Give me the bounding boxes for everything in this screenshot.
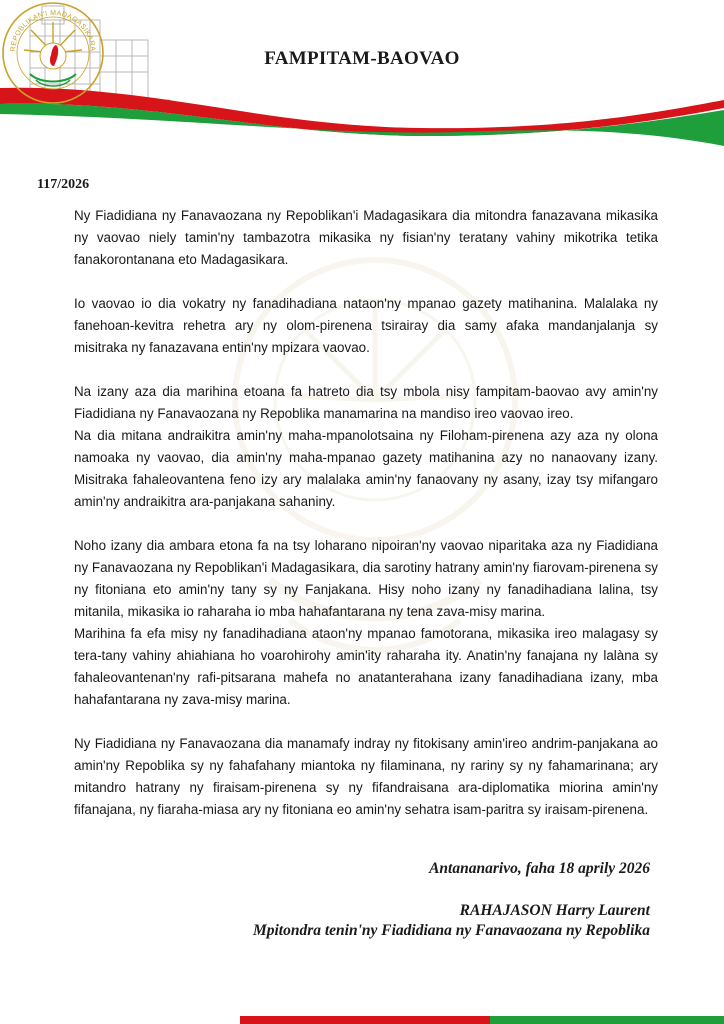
paragraph: Ny Fiadidiana ny Fanavaozana ny Repoblikan'i Madagasikara dia mitondra fanazavana mikasika ny vaovao niely tamin'ny tambazotra mikasika ny fisian'ny teratany vahiny mikotrika tetika fanakorontanana eto Madagasikara. [74, 208, 658, 267]
svg-text:REPOBLIKAN'I MADAGASIKARA: REPOBLIKAN'I MADAGASIKARA [9, 9, 97, 52]
letterhead-graphic [0, 0, 724, 160]
paragraph: Io vaovao io dia vokatry ny fanadihadiana nataon'ny mpanao gazety matihanina. Malalaka ny fanehoan-kevitra rehetra ary ny olom-pirenena tsirairay dia samy afaka mandanjalanja sy misitraka ny fanazavana entin'ny mpizara vaovao. [74, 296, 658, 355]
signatory-name: RAHAJASON Harry Laurent [459, 902, 650, 919]
paragraph: Na izany aza dia marihina etoana fa hatreto dia tsy mbola nisy fampitam-baovao avy amin'ny Fiadidiana ny Fanavaozana ny Repoblika manamarina na mandiso ireo vaovao ireo. [74, 384, 658, 421]
paragraph: Marihina fa efa misy ny fanadihadiana ataon'ny mpanao famotorana, mikasika ireo malagasy sy tera-tany vahiny ahiahiana ho voarohirohy amin'ity raharaha ity. Anatin'ny fanajana ny lalàna sy fahaleovantenan'ny rafi-pitsarana mahefa no anatanterahana izany fanadihadiana izany, mba hahafantarana ny zava-misy marina. [74, 626, 658, 707]
footer-stripe [0, 1016, 724, 1024]
paragraph: Noho izany dia ambara etona fa na tsy loharano nipoiran'ny vaovao niparitaka aza ny Fiadidiana ny Fanavaozana ny Repoblikan'i Madagasikara, dia sarotiny hatrany amin'ny fiarovam-pirenena sy ny fitoniana eto amin'ny tany sy ny Fanjakana. Hisy noho izany ny fanadihadiana lalina, tsy mitanila, mikasika io raharaha io mba hahafantarana ny tena zava-misy marina. [74, 538, 658, 619]
republic-seal-icon [0, 0, 106, 106]
document-body [74, 205, 658, 821]
paragraph: Ny Fiadidiana ny Fanavaozana dia manamafy indray ny fitokisany amin'ireo andrim-panjakana ao amin'ny Repoblika sy ny fahafahany miantoka ny filaminana, ny rariny sy ny fahamarinana; ary mitandro hatrany ny firaisam-pirenena sy ny fifandraisana ara-diplomatika miorina amin'ny fifanajana, ny fiaraha-miasa ary ny fitoniana eo amin'ny sehatra isam-paritra sy iraisam-pirenena. [74, 736, 658, 817]
page-title: FAMPITAM-BAOVAO [264, 48, 460, 69]
letterhead [0, 0, 724, 160]
place-date: Antananarivo, faha 18 aprily 2026 [429, 860, 650, 877]
signatory-role: Mpitondra tenin'ny Fiadidiana ny Fanavaozana ny Repoblika [252, 922, 650, 939]
reference-number: 117/2026 [37, 177, 90, 192]
paragraph: Na dia mitana andraikitra amin'ny maha-mpanolotsaina ny Filoham-pirenena azy aza ny olona namoaka ny vaovao, dia amin'ny maha-mpanao gazety matihanina azy no nanaovany izany. Misitraka fahaleovantena feno izy ary malalaka amin'ny fanaovany ny asany, izay tsy mifangaro amin'ny andraikitra ara-panjakana sahaniny. [74, 428, 658, 509]
